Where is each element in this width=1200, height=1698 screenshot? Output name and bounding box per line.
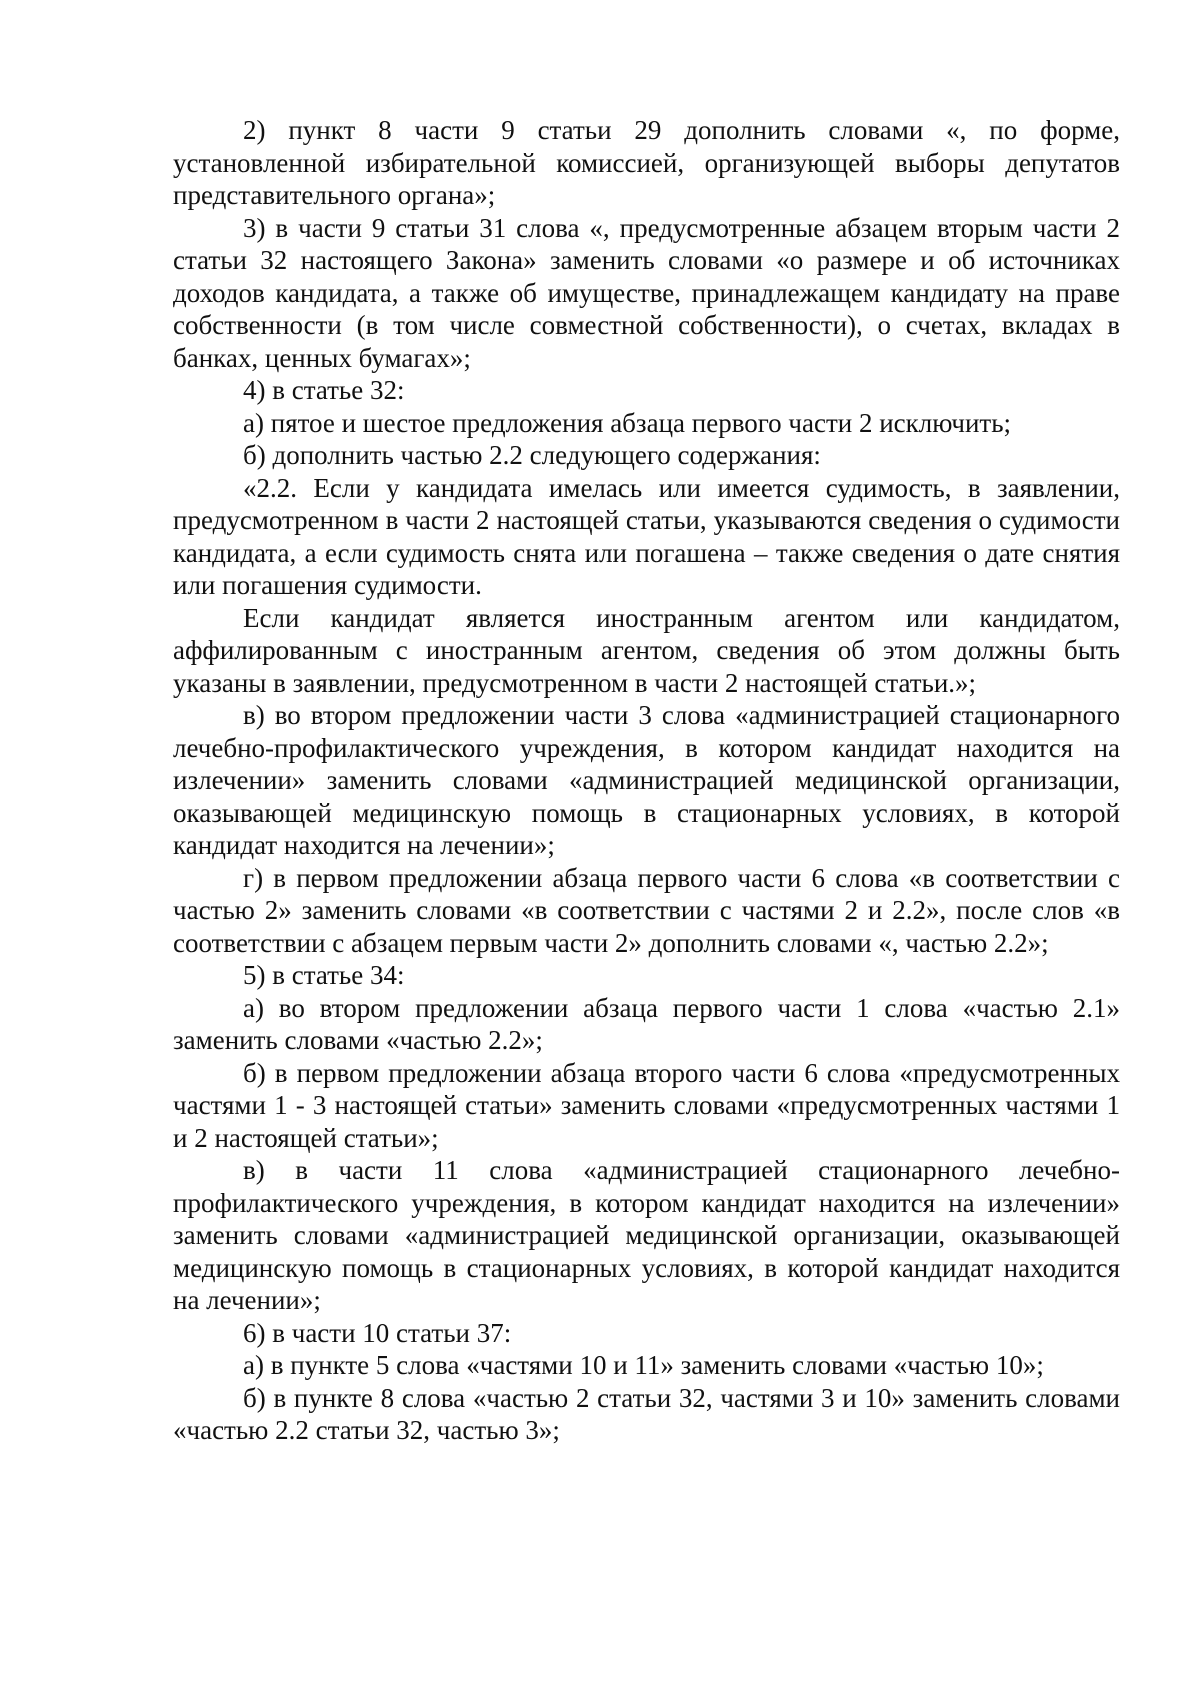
paragraph-6b: б) в пункте 8 слова «частью 2 статьи 32, частями 3 и 10» заменить словами «частью 2.2 статьи 32, частью 3»; xyxy=(173,1382,1120,1445)
paragraph-4b: б) дополнить частью 2.2 следующего содержания: xyxy=(243,440,821,470)
paragraph-5v: в) в части 11 слова «администрацией стационарного лечебно-профилактического учреждения, в котором кандидат находится на излечении» заменить словами «администрацией медицинской организации, оказывающей медицинскую помощь в стационарных условиях, в которой кандидат находится на лечении»; xyxy=(173,1155,1120,1315)
paragraph-5b: б) в первом предложении абзаца второго части 6 слова «предусмотренных частями 1 - 3 настоящей статьи» заменить словами «предусмотренных частями 1 и 2 настоящей статьи»; xyxy=(173,1057,1120,1153)
paragraph-5-header: 5) в статье 34: xyxy=(243,960,405,990)
paragraph-2-2-text: «2.2. Если у кандидата имелась или имеется судимость, в заявлении, предусмотренном в части 2 настоящей статьи, указываются сведения о судимости кандидата, а если судимость снята или погашена – также сведения о дате снятия или погашения судимости. xyxy=(173,472,1120,600)
paragraph-2: 2) пункт 8 части 9 статьи 29 дополнить словами «, по форме, установленной избирательной комиссией, организующей выборы депутатов представительного органа»; xyxy=(173,115,1120,210)
paragraph-4-header: 4) в статье 32: xyxy=(243,375,405,405)
paragraph-6a: а) в пункте 5 слова «частями 10 и 11» заменить словами «частью 10»; xyxy=(243,1350,1044,1380)
paragraph-6-header: 6) в части 10 статьи 37: xyxy=(243,1317,512,1348)
paragraph-5a: а) во втором предложении абзаца первого части 1 слова «частью 2.1» заменить словами «частью 2.2»; xyxy=(173,992,1120,1055)
paragraph-3: 3) в части 9 статьи 31 слова «, предусмотренные абзацем вторым части 2 статьи 32 настоящего Закона» заменить словами «о размере и об источниках доходов кандидата, а также об имуществе, принадлежащем кандидату на праве собственности (в том числе совместной собственности), о счетах, вкладах в банках, ценных бумагах»; xyxy=(173,212,1120,373)
paragraph-4a: а) пятое и шестое предложения абзаца первого части 2 исключить; xyxy=(243,407,1012,438)
paragraph-foreign-agent: Если кандидат является иностранным агентом или кандидатом, аффилированным с иностранным агентом, сведения об этом должны быть указаны в заявлении, предусмотренном в части 2 настоящей статьи.»; xyxy=(173,602,1120,698)
document-body xyxy=(173,114,1120,1447)
paragraph-4g: г) в первом предложении абзаца первого части 6 слова «в соответствии с частью 2» заменить словами «в соответствии с частями 2 и 2.2», после слов «в соответствии с абзацем первым части 2» дополнить словами «, частью 2.2»; xyxy=(173,862,1120,958)
paragraph-4v: в) во втором предложении части 3 слова «администрацией стационарного лечебно-профилактического учреждения, в котором кандидат находится на излечении» заменить словами «администрацией медицинской организации, оказывающей медицинскую помощь в стационарных условиях, в которой кандидат находится на лечении»; xyxy=(173,700,1120,860)
